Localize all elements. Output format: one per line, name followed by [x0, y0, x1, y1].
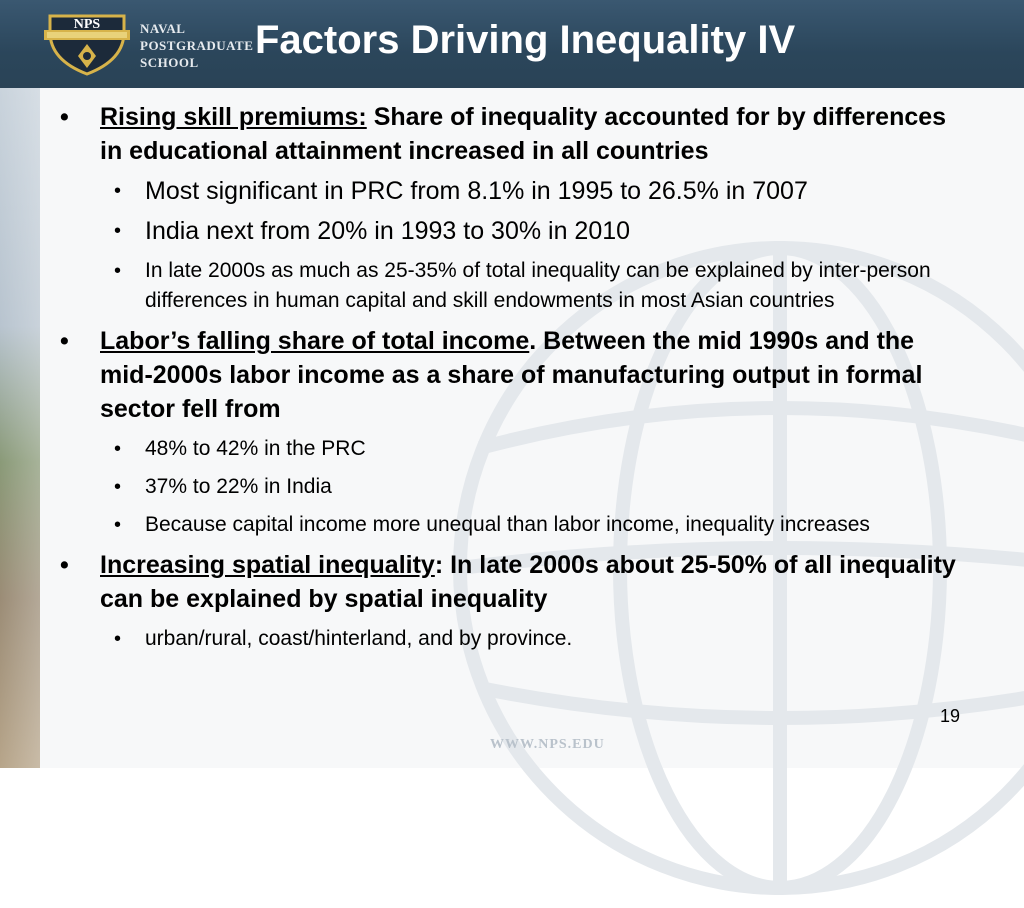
sub-bullet [52, 176, 972, 206]
nps-shield-icon [44, 10, 130, 76]
sub-bullet [52, 434, 972, 464]
bullet-dot: • [60, 327, 69, 355]
bullet-lead: Labor’s falling share of total income [100, 327, 530, 355]
bullet-text: . Between the mid 1990s and the mid-2000s labor income as a share of manufacturing output in formal sector fell from [100, 327, 923, 423]
sub-bullet [52, 472, 972, 502]
logo-line-2: POSTGRADUATE [140, 38, 254, 53]
page-number: 19 [940, 706, 961, 726]
sub-bullet-dot: • [114, 476, 122, 498]
slide-title: Factors Driving Inequality IV [255, 18, 796, 62]
sub-bullet-text: India next from 20% in 1993 to 30% in 2010 [145, 217, 631, 245]
bullet-spatial-inequality [52, 548, 972, 616]
sub-bullet [52, 510, 972, 540]
sub-bullet [52, 624, 972, 654]
bullet-dot: • [60, 103, 69, 131]
url-watermark: WWW.NPS.EDU [490, 737, 605, 752]
logo-text [140, 20, 253, 71]
slide-body [52, 100, 972, 662]
sub-bullet-text: In late 2000s as much as 25-35% of total inequality can be explained by inter-person differences in human capital and skill endowments in most Asian countries [145, 259, 931, 312]
sub-bullet-text: urban/rural, coast/hinterland, and by province. [145, 627, 573, 650]
bullet-text: : In late 2000s about 25-50% of all inequality can be explained by spatial inequality [100, 551, 956, 613]
campus-photo-strip [0, 88, 40, 768]
sub-bullet-dot: • [114, 260, 122, 282]
logo-line-3: SCHOOL [140, 55, 199, 70]
sub-bullet-dot: • [114, 220, 122, 242]
bullet-skill-premiums [52, 100, 972, 168]
sub-bullet-text: 37% to 22% in India [145, 475, 332, 498]
sub-bullet-text: Most significant in PRC from 8.1% in 1995 to 26.5% in 7007 [145, 177, 808, 205]
sub-bullet-dot: • [114, 514, 122, 536]
sub-bullet-text: 48% to 42% in the PRC [145, 437, 366, 460]
svg-text:NPS: NPS [73, 17, 101, 32]
bullet-labor-share [52, 324, 972, 426]
sub-bullet-dot: • [114, 628, 122, 650]
sub-bullet-text: Because capital income more unequal than labor income, inequality increases [145, 513, 870, 536]
sub-bullet [52, 216, 972, 246]
logo-line-1: NAVAL [140, 21, 186, 36]
sub-bullet-dot: • [114, 438, 122, 460]
sub-bullet [52, 256, 972, 316]
bullet-lead: Increasing spatial inequality [100, 551, 435, 579]
bullet-dot: • [60, 551, 69, 579]
bullet-text: Share of inequality accounted for by differences in educational attainment increased in all countries [100, 103, 947, 165]
slide-header [0, 0, 1024, 88]
nps-logo [44, 10, 254, 78]
sub-bullet-dot: • [114, 180, 122, 202]
bullet-lead: Rising skill premiums: [100, 103, 367, 131]
